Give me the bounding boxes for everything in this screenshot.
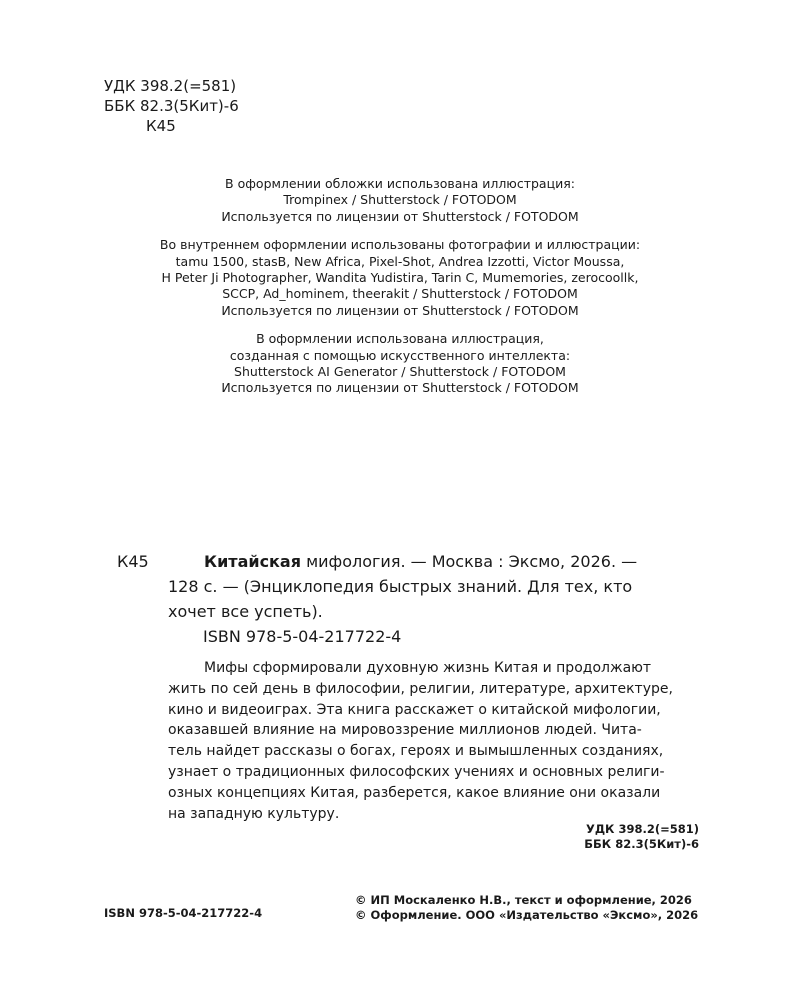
abstract-line: кино и видеоиграх. Эта книга расскажет о китайской мифологии,	[168, 701, 661, 718]
copyright-block	[355, 893, 698, 923]
credit-line: tamu 1500, stasB, New Africa, Pixel-Shot, Andrea Izzotti, Victor Moussa,	[175, 253, 625, 269]
catalog-line-1	[168, 549, 698, 574]
catalog-line-1-rest: мифология. — Москва : Эксмо, 2026. —	[300, 552, 638, 571]
credit-line: Shutterstock AI Generator / Shutterstock / FOTODOM	[234, 364, 566, 380]
bbk-code: ББК 82.3(5Кит)-6	[104, 97, 239, 115]
catalog-line-2: 128 с. — (Энциклопедия быстрых знаний. Для тех, кто	[168, 577, 633, 596]
credits-block	[0, 176, 800, 397]
credit-line: В оформлении обложки использована иллюстрация:	[225, 176, 575, 191]
copyright-line: © Оформление. ООО «Издательство «Эксмо», 2026	[355, 908, 699, 922]
abstract-line: оказавшей влияние на мировоззрение миллионов людей. Чита-	[168, 722, 642, 739]
author-mark: К45	[146, 117, 176, 135]
credit-line: Используется по лицензии от Shutterstock / FOTODOM	[221, 208, 579, 224]
abstract-line: тель найдет рассказы о богах, героях и вымышленных созданиях,	[168, 743, 664, 760]
catalog-isbn: ISBN 978-5-04-217722-4	[203, 627, 402, 646]
catalog-line-3: хочет все успеть).	[168, 602, 323, 621]
abstract-line: на западную культуру.	[168, 805, 340, 822]
catalog-entry	[168, 549, 698, 624]
credit-line: Используется по лицензии от Shutterstock / FOTODOM	[221, 302, 579, 318]
credit-line: SCCP, Ad_hominem, theerakit / Shutterstock / FOTODOM	[222, 286, 578, 302]
credit-line: Trompinex / Shutterstock / FOTODOM	[283, 192, 517, 208]
abstract-line: озных концепциях Китая, разберется, какое влияние они оказали	[168, 784, 661, 801]
abstract-line: Мифы сформировали духовную жизнь Китая и продолжают	[204, 660, 652, 676]
bbk-code-bottom: ББК 82.3(5Кит)-6	[584, 837, 699, 851]
abstract-line: узнает о традиционных философских учениях и основных религи-	[168, 763, 665, 780]
classification-codes-top	[104, 76, 239, 136]
isbn-bottom: ISBN 978-5-04-217722-4	[104, 906, 263, 920]
credit-line: Используется по лицензии от Shutterstock / FOTODOM	[221, 380, 579, 396]
book-abstract	[168, 658, 699, 824]
abstract-line: жить по сей день в философии, религии, литературе, архитектуре,	[168, 680, 673, 697]
credit-line: созданная с помощью искусственного интеллекта:	[229, 347, 571, 363]
catalog-author-mark: К45	[117, 552, 149, 571]
credit-line: H Peter Ji Photographer, Wandita Yudistira, Tarin C, Mumemories, zerocoollk,	[161, 270, 639, 286]
book-title: Китайская	[204, 552, 301, 571]
classification-codes-bottom	[560, 822, 699, 852]
credit-line: Во внутреннем оформлении использованы фотографии и иллюстрации:	[159, 237, 641, 253]
credit-line: В оформлении использована иллюстрация,	[256, 331, 544, 347]
udk-code-bottom: УДК 398.2(=581)	[585, 822, 699, 836]
copyright-line: © ИП Москаленко Н.В., текст и оформление, 2026	[355, 893, 692, 907]
udk-code: УДК 398.2(=581)	[104, 77, 237, 95]
